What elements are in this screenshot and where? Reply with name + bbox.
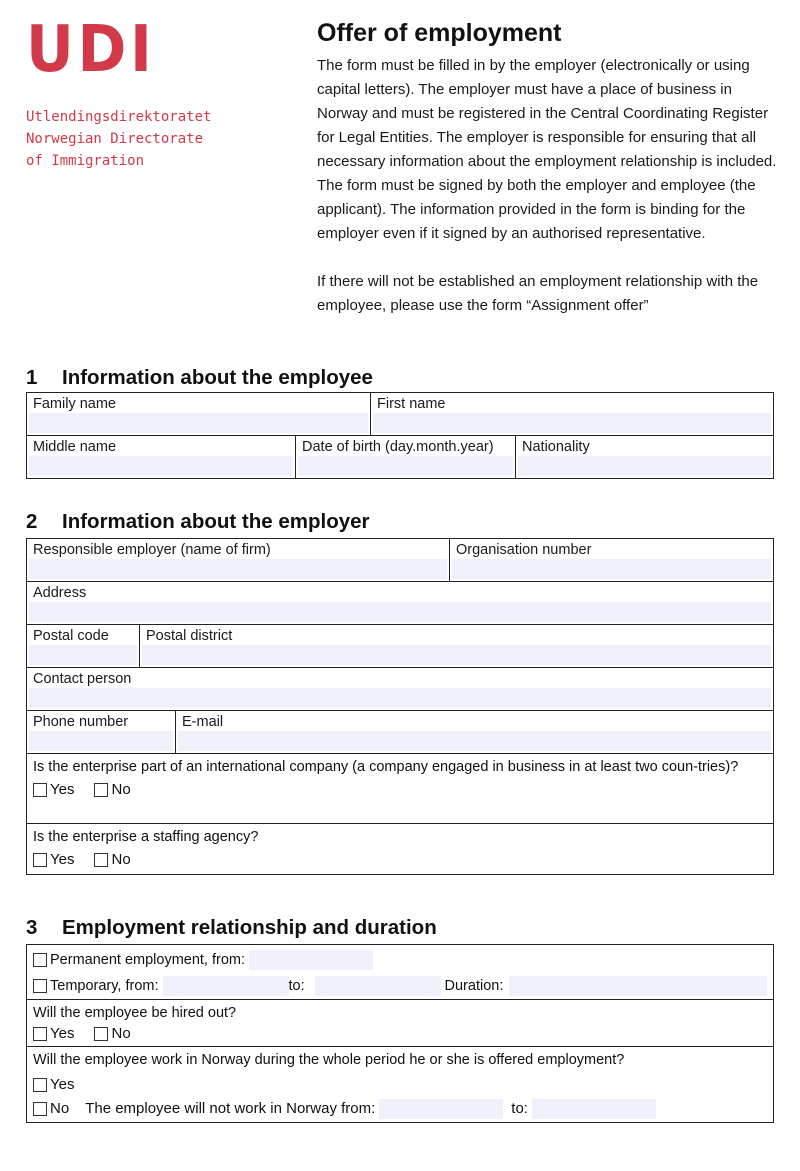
nationality-field[interactable] [516,436,773,478]
field-label: Address [33,585,87,601]
field-label: Nationality [522,439,590,455]
input-area[interactable] [29,559,447,579]
agency-name-line-1: Utlendingsdirektoratet [26,109,212,125]
staffing-no-option[interactable] [94,850,130,870]
udi-logo [26,13,167,87]
field-label: E-mail [182,714,224,730]
intro [317,18,782,318]
input-area[interactable] [142,645,771,665]
whole-period-yes-option[interactable] [33,1075,767,1095]
option-label: Yes [50,1076,75,1093]
question-text: Is the enterprise a staffing agency? [33,829,259,845]
field-label: Date of birth (day.month.year) [302,439,494,455]
contact-person-field[interactable] [27,668,773,710]
international-yes-option[interactable] [33,780,74,800]
employer-name-field[interactable] [27,539,450,581]
section-number: 1 [26,366,38,389]
checkbox[interactable] [33,953,47,967]
postal-district-field[interactable] [140,625,773,667]
temporary-employment-option[interactable] [33,978,159,994]
section-title: Information about the employee [62,366,373,389]
agency-name-line-2: Norwegian Directorate [26,131,204,147]
input-area[interactable] [29,731,173,751]
address-field[interactable] [27,582,773,624]
permanent-employment-row [27,947,773,973]
to-label: to: [288,978,305,994]
field-label: Middle name [33,439,117,455]
checkbox[interactable] [33,979,47,993]
checkbox[interactable] [94,1027,108,1041]
international-no-option[interactable] [94,780,130,800]
input-area[interactable] [29,413,368,433]
field-label: Responsible employer (name of firm) [33,542,271,558]
not-in-norway-from-input[interactable] [379,1099,503,1119]
section-2-heading [26,510,370,534]
input-area[interactable] [373,413,771,433]
employee-info-box [26,392,774,479]
input-area[interactable] [29,456,293,476]
whole-period-question [27,1047,773,1122]
option-label: Yes [50,851,75,868]
option-label: No [111,1025,131,1042]
temporary-from-input[interactable] [163,976,289,996]
permanent-employment-option[interactable] [33,952,245,968]
staffing-agency-question [27,824,773,874]
input-area[interactable] [29,688,771,708]
family-name-field[interactable] [27,393,371,435]
field-label: Organisation number [456,542,592,558]
checkbox[interactable] [94,853,108,867]
checkbox[interactable] [33,783,47,797]
option-label: Permanent employment, from: [50,952,246,968]
agency-name [26,106,211,172]
option-label: Temporary, from: [50,978,159,994]
intro-paragraph-1: The form must be filled in by the employer (electronically or using capital letters). The employer must have a place of business in Norway and must be registered in the Central Coordinating Register for Legal Entities. The employer is responsible for ensuring that all necessary information about the employment relationship is included. The form must be signed by both the employer and employee (the applicant). The information provided in the form is binding for the employer even if it signed by an authorised representative. [317,57,777,242]
field-label: Phone number [33,714,129,730]
input-area[interactable] [29,645,137,665]
section-1-heading [26,366,373,390]
middle-name-field[interactable] [27,436,296,478]
input-area[interactable] [29,602,771,622]
field-label: Contact person [33,671,132,687]
hired-out-yes-option[interactable] [33,1024,74,1044]
input-area[interactable] [178,731,771,751]
input-area[interactable] [452,559,771,579]
not-in-norway-to-input[interactable] [532,1099,656,1119]
option-label: No [111,851,131,868]
question-text: Is the enterprise part of an international company (a company engaged in business in at least two coun-tries)? [33,759,739,775]
input-area[interactable] [518,456,771,476]
field-label: First name [377,396,446,412]
field-label: Postal district [146,628,233,644]
page-title: Offer of employment [317,19,562,47]
section-number: 2 [26,510,38,533]
agency-name-line-3: of Immigration [26,153,145,169]
option-label: No [111,781,131,798]
duration-label: Duration: [444,978,504,994]
staffing-yes-option[interactable] [33,850,74,870]
input-area[interactable] [298,456,513,476]
section-title: Information about the employer [62,510,370,533]
temporary-employment-row [27,973,773,999]
postal-code-field[interactable] [27,625,140,667]
field-label: Family name [33,396,116,412]
hired-out-no-option[interactable] [94,1024,130,1044]
checkbox[interactable] [33,1102,47,1116]
option-label: Yes [50,1025,75,1042]
hired-out-question [27,1000,773,1046]
checkbox[interactable] [33,1078,47,1092]
duration-input[interactable] [509,976,767,996]
employment-duration-box [26,944,774,1123]
not-in-norway-label: The employee will not work in Norway from: [85,1100,376,1117]
option-label: Yes [50,781,75,798]
email-field[interactable] [176,711,773,753]
section-3-heading [26,916,437,940]
checkbox[interactable] [94,783,108,797]
international-company-question [27,754,773,823]
employer-info-box [26,538,774,875]
permanent-from-input[interactable] [249,950,373,970]
logo-mark: UDI [26,13,156,87]
checkbox[interactable] [33,853,47,867]
phone-number-field[interactable] [27,711,176,753]
temporary-to-input[interactable] [315,976,441,996]
field-label: Postal code [33,628,109,644]
question-text: Will the employee be hired out? [33,1005,237,1021]
first-name-field[interactable] [371,393,773,435]
date-of-birth-field[interactable] [296,436,516,478]
not-in-norway-to-label: to: [511,1100,528,1117]
section-number: 3 [26,916,38,939]
organisation-number-field[interactable] [450,539,773,581]
intro-paragraph-2: If there will not be established an employment relationship with the employee, please use the form “Assignment offer” [317,273,759,314]
section-title: Employment relationship and duration [62,916,437,939]
option-label: No [50,1100,70,1117]
question-text: Will the employee work in Norway during the whole period he or she is offered employment? [33,1052,625,1068]
checkbox[interactable] [33,1027,47,1041]
whole-period-no-option[interactable] [33,1099,69,1119]
